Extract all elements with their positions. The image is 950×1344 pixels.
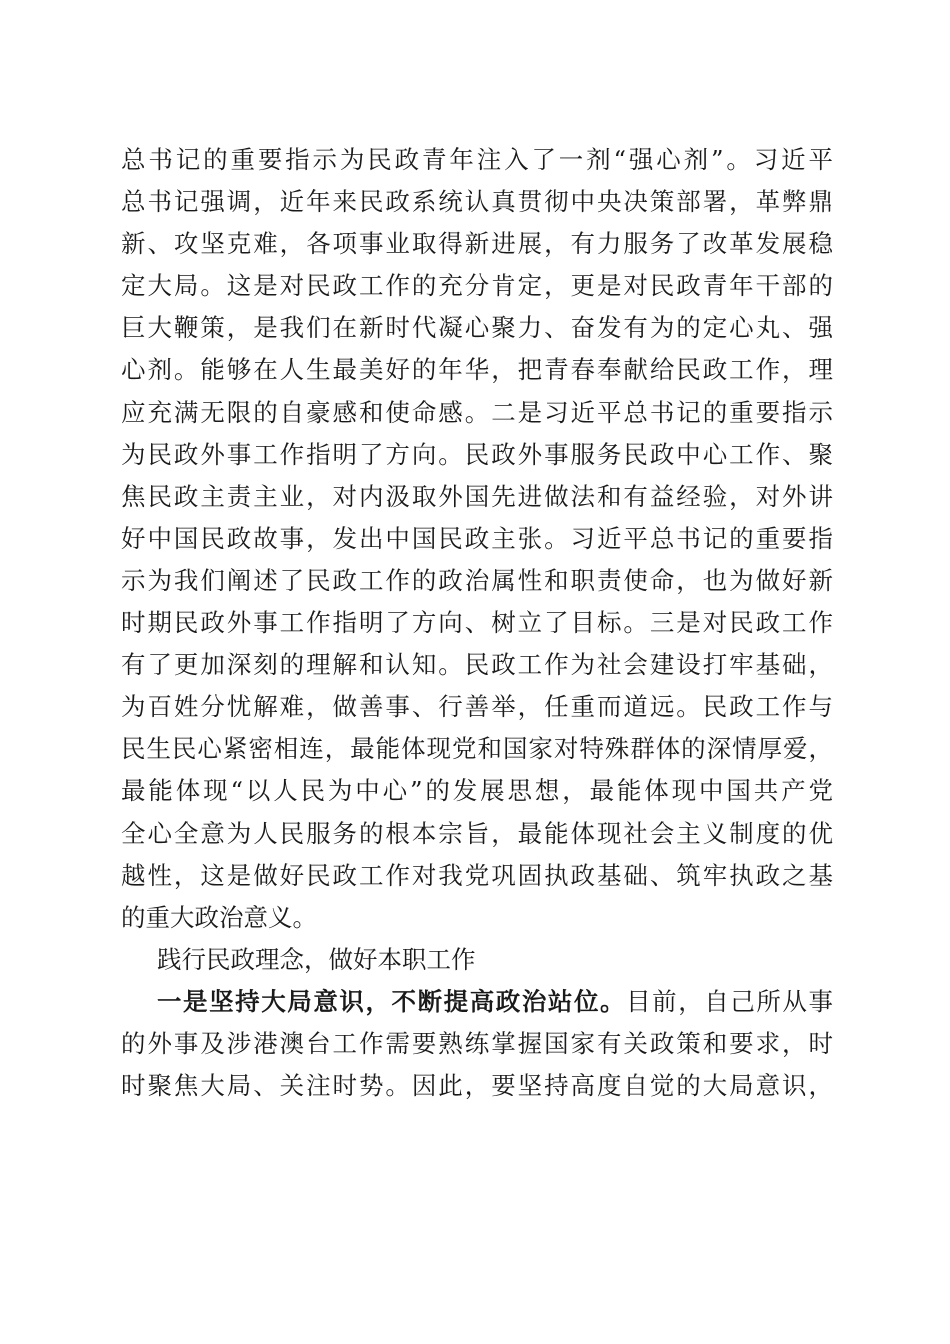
text-line: 总书记强调，近年来民政系统认真贯彻中央决策部署，革弊鼎	[121, 187, 833, 217]
text-line: 时期民政外事工作指明了方向、树立了目标。三是对民政工作	[121, 608, 833, 638]
text-line-first	[121, 981, 833, 1023]
text-line: 的重大政治意义。	[121, 902, 317, 932]
text-line: 好中国民政故事，发出中国民政主张。习近平总书记的重要指	[121, 523, 833, 553]
text-line: 全心全意为人民服务的根本宗旨，最能体现社会主义制度的优	[121, 818, 833, 848]
text-line: 时聚焦大局、关注时势。因此，要坚持高度自觉的大局意识，	[121, 1071, 833, 1101]
paragraph-first-line-rest: 目前，自己所从事	[626, 986, 833, 1016]
text-line: 为民政外事工作指明了方向。民政外事服务民政中心工作、聚	[121, 439, 833, 469]
paragraph-bold-lead: 一是坚持大局意识，不断提高政治站位。	[157, 986, 627, 1016]
text-line: 心剂。能够在人生最美好的年华，把青春奉献给民政工作，理	[121, 355, 833, 385]
text-line: 总书记的重要指示为民政青年注入了一剂“强心剂”。习近平	[121, 145, 833, 174]
text-line: 应充满无限的自豪感和使命感。二是习近平总书记的重要指示	[121, 397, 833, 427]
text-line: 有了更加深刻的理解和认知。民政工作为社会建设打牢基础，	[121, 650, 833, 680]
text-line: 为百姓分忧解难，做善事、行善举，任重而道远。民政工作与	[121, 692, 833, 722]
text-line: 示为我们阐述了民政工作的政治属性和职责使命，也为做好新	[121, 565, 833, 595]
text-line: 焦民政主责主业，对内汲取外国先进做法和有益经验，对外讲	[121, 481, 833, 511]
text-line: 民生民心紧密相连，最能体现党和国家对特殊群体的深情厚爱，	[121, 734, 833, 764]
paragraph-2	[121, 981, 833, 1107]
text-line: 的外事及涉港澳台工作需要熟练掌握国家有关政策和要求，时	[121, 1028, 833, 1058]
text-line: 最能体现“以人民为中心”的发展思想，最能体现中国共产党	[121, 776, 833, 806]
section-heading: 践行民政理念，做好本职工作	[157, 944, 476, 974]
text-line: 定大局。这是对民政工作的充分肯定，更是对民政青年干部的	[121, 271, 833, 301]
text-line: 越性，这是做好民政工作对我党巩固执政基础、筑牢执政之基	[121, 860, 833, 890]
text-line: 新、攻坚克难，各项事业取得新进展，有力服务了改革发展稳	[121, 229, 833, 259]
text-line: 巨大鞭策，是我们在新时代凝心聚力、奋发有为的定心丸、强	[121, 313, 833, 343]
paragraph-1	[121, 139, 833, 939]
document-body	[121, 139, 833, 1107]
